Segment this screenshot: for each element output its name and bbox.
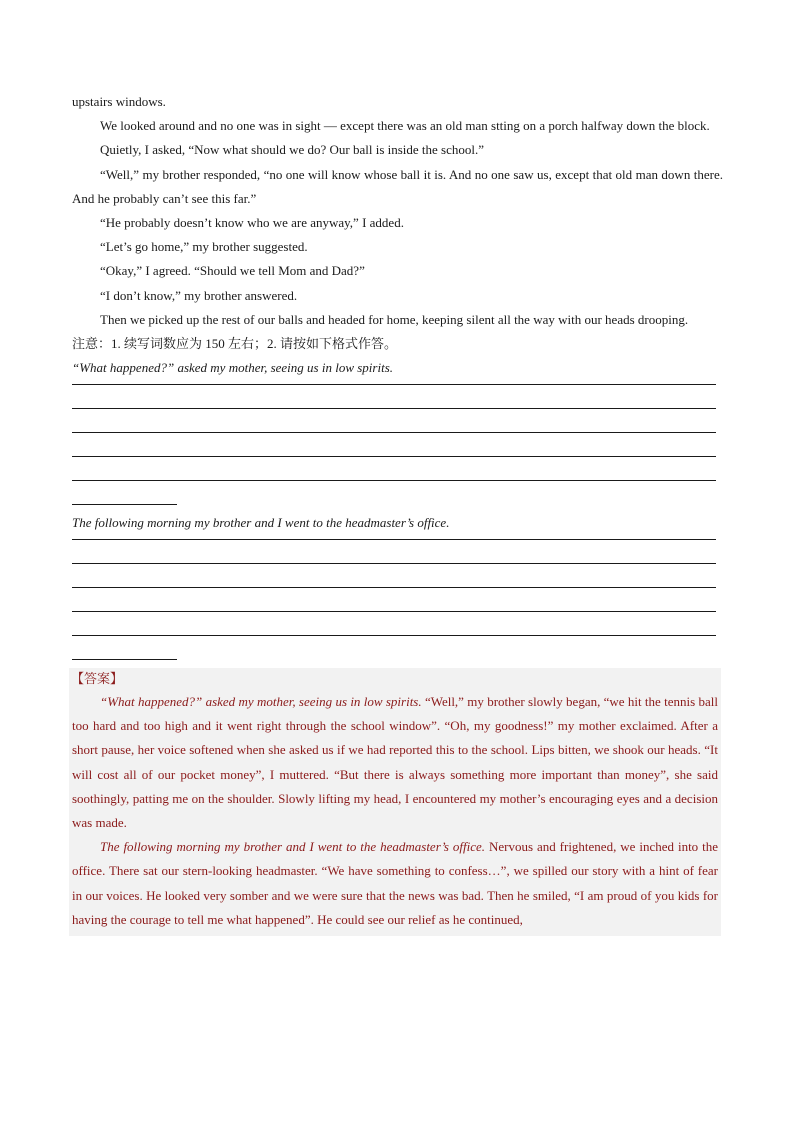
writing-line <box>72 563 716 564</box>
writing-line <box>72 635 716 636</box>
answer-prompt-2: The following morning my brother and I went to the headmaster’s office. <box>100 839 486 855</box>
writing-line <box>72 659 177 660</box>
story-paragraph: We looked around and no one was in sight — except there was an old man stting on a porch halfway down the block. <box>100 118 710 134</box>
story-text <box>72 90 723 332</box>
writing-lines-2 <box>72 539 723 660</box>
writing-line <box>72 456 716 457</box>
story-paragraph: “Let’s go home,” my brother suggested. <box>100 239 308 255</box>
continuation-prompt-2: The following morning my brother and I went to the headmaster’s office. <box>72 515 450 531</box>
instruction-note: 注意：1. 续写词数应为 150 左右；2. 请按如下格式作答。 <box>72 336 398 352</box>
answer-text-2: Nervous and frightened, we inched into the office. There sat our stern-looking headmaster. “We have something to confess…”, we spilled our story with a hint of fear in our voices. He looked very somber and we were sure that the news was bad. Then he smiled, “I am proud of you kids for having the courage to tell me what happened”. He could see our relief as he continued, <box>72 839 718 927</box>
writing-line <box>72 587 716 588</box>
continuation-prompt-1: “What happened?” asked my mother, seeing us in low spirits. <box>72 360 394 376</box>
answer-box <box>69 668 721 936</box>
writing-line <box>72 611 716 612</box>
document-page <box>72 90 723 936</box>
answer-paragraph-1 <box>69 690 721 835</box>
answer-prompt-1: “What happened?” asked my mother, seeing us in low spirits. <box>100 694 422 710</box>
writing-line <box>72 408 716 409</box>
answer-paragraph-2 <box>69 835 721 932</box>
writing-line <box>72 539 716 540</box>
story-paragraph: Quietly, I asked, “Now what should we do? Our ball is inside the school.” <box>100 142 485 158</box>
story-paragraph: upstairs windows. <box>72 94 166 109</box>
story-paragraph: “I don’t know,” my brother answered. <box>100 287 298 303</box>
answer-text-1: “Well,” my brother slowly began, “we hit the tennis ball too hard and too high and it went right through the school window”. “Oh, my goodness!” my mother exclaimed. After a short pause, her voice softened when she asked us if we had reported this to the school. Lips bitten, we shook our heads. “It will cost all of our pocket money”, I muttered. “But there is always something more important than money”, she said soothingly, patting me on the shoulder. Slowly lifting my head, I encountered my mother’s encouraging eyes and a decision was made. <box>72 694 718 831</box>
story-paragraph: “He probably doesn’t know who we are anyway,” I added. <box>100 215 404 231</box>
story-paragraph: Then we picked up the rest of our balls and headed for home, keeping silent all the way with our heads drooping. <box>100 311 689 327</box>
story-paragraph: “Well,” my brother responded, “no one will know whose ball it is. And no one saw us, except that old man down there. And he probably can’t see this far.” <box>72 166 723 206</box>
writing-line <box>72 504 177 505</box>
writing-line <box>72 480 716 481</box>
writing-line <box>72 384 716 385</box>
answer-heading: 【答案】 <box>71 671 124 687</box>
story-paragraph: “Okay,” I agreed. “Should we tell Mom and Dad?” <box>100 263 365 279</box>
writing-line <box>72 432 716 433</box>
writing-lines-1 <box>72 384 723 505</box>
